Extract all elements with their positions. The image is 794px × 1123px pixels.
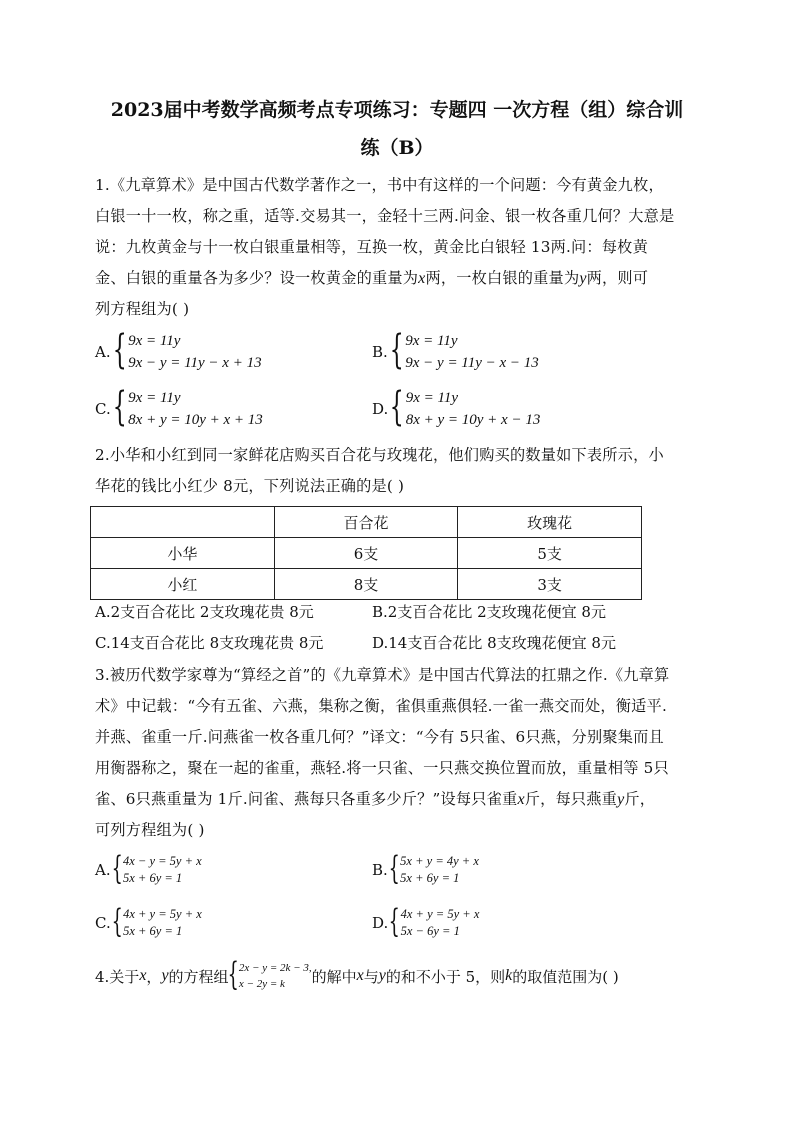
question-2-stem	[95, 440, 699, 502]
question-1-line: 白银一十一枚，称之重，适等.交易其一，金轻十三两.问金、银一枚各重几何？大意是	[95, 207, 675, 225]
table-row	[91, 569, 642, 600]
brace-symbol: {	[388, 849, 400, 887]
question-3-option-c[interactable]: C. { 4x + y = 5y + x 5x + 6y = 1	[95, 902, 202, 940]
question-3-line: 术》中记载：“今有五雀、六燕，集称之衡，雀俱重燕俱轻.一雀一燕交而处，衡适平.	[95, 697, 667, 715]
question-2-option-c[interactable]: C.14支百合花比 8支玫瑰花贵 8元	[95, 634, 324, 652]
page-title: 2023届中考数学高频考点专项练习：专题四 一次方程（组）综合训	[110, 99, 684, 121]
question-1-line: 列方程组为( )	[95, 300, 190, 318]
question-1-option-d[interactable]: D. { 9x = 11y 8x + y = 10y + x − 13	[372, 384, 541, 430]
question-2-option-b[interactable]: B.2支百合花比 2支玫瑰花便宜 8元	[372, 603, 606, 621]
question-2-option-d[interactable]: D.14支百合花比 8支玫瑰花便宜 8元	[372, 634, 616, 652]
table-cell: 小华	[91, 538, 275, 569]
question-2-line: 2.小华和小红到同一家鲜花店购买百合花与玫瑰花，他们购买的数量如下表所示，小	[95, 446, 664, 464]
question-4-stem: 4.关于 x ， y 的方程组 { 2x − y = 2k − 3, x − 2y = k 的解中 x 与 y 的和不小于 5，则 k 的取值范围为( )	[95, 955, 619, 993]
table-cell: 小红	[91, 569, 275, 600]
brace-symbol: {	[111, 849, 123, 887]
question-3-option-d[interactable]: D. { 4x + y = 5y + x 5x − 6y = 1	[372, 902, 480, 940]
question-2-line: 华花的钱比小红少 8元，下列说法正确的是( )	[95, 477, 405, 495]
table-cell: 6支	[274, 538, 458, 569]
brace-symbol: {	[388, 902, 401, 940]
question-1-line: 说：九枚黄金与十一枚白银重量相等，互换一枚，黄金比白银轻 13两.问：每枚黄	[95, 238, 648, 256]
page-title-line2: 练（B）	[360, 137, 434, 159]
brace-symbol: {	[112, 327, 127, 373]
question-1-stem	[95, 170, 699, 325]
question-1-option-c[interactable]: C. { 9x = 11y 8x + y = 10y + x + 13	[95, 384, 263, 430]
question-1-line: 金、白银的重量各为多少？设一枚黄金的重量为x两，一枚白银的重量为y两，则可	[95, 269, 649, 287]
question-3-line: 3.被历代数学家尊为“算经之首”的《九章算术》是中国古代算法的扛鼎之作.《九章算	[95, 666, 670, 684]
question-3-option-a[interactable]: A. { 4x − y = 5y + x 5x + 6y = 1	[95, 849, 202, 887]
table-row	[91, 538, 642, 569]
question-1-option-a[interactable]: A. { 9x = 11y 9x − y = 11y − x + 13	[95, 327, 262, 373]
question-1-line: 1.《九章算术》是中国古代数学著作之一，书中有这样的一个问题：今有黄金九枚，	[95, 176, 664, 194]
question-3-line: 雀、6只燕重量为 1斤.问雀、燕每只各重多少斤？”设每只雀重x斤，每只燕重y斤，	[95, 790, 656, 808]
question-2-option-a[interactable]: A.2支百合花比 2支玫瑰花贵 8元	[95, 603, 314, 621]
table-cell: 5支	[458, 538, 642, 569]
brace-symbol: {	[227, 955, 239, 993]
question-3-line: 用衡器称之，聚在一起的雀重，燕轻.将一只雀、一只燕交换位置而放，重量相等 5只	[95, 759, 669, 777]
flower-purchase-table	[90, 506, 642, 600]
question-3-stem	[95, 660, 699, 846]
question-3-option-b[interactable]: B. { 5x + y = 4y + x 5x + 6y = 1	[372, 849, 479, 887]
table-header-row	[91, 507, 642, 538]
brace-symbol: {	[111, 902, 123, 940]
brace-symbol: {	[389, 327, 404, 373]
table-header-cell: 玫瑰花	[458, 507, 642, 538]
question-1-option-b[interactable]: B. { 9x = 11y 9x − y = 11y − x − 13	[372, 327, 539, 373]
brace-symbol: {	[389, 384, 404, 430]
question-3-line: 可列方程组为( )	[95, 821, 205, 839]
table-header-cell: 百合花	[274, 507, 458, 538]
table-cell: 3支	[458, 569, 642, 600]
table-header-cell	[91, 507, 275, 538]
table-cell: 8支	[274, 569, 458, 600]
question-3-line: 并燕、雀重一斤.问燕雀一枚各重几何？”译文：“今有 5只雀、6只燕，分别聚集而且	[95, 728, 664, 746]
brace-symbol: {	[112, 384, 127, 430]
